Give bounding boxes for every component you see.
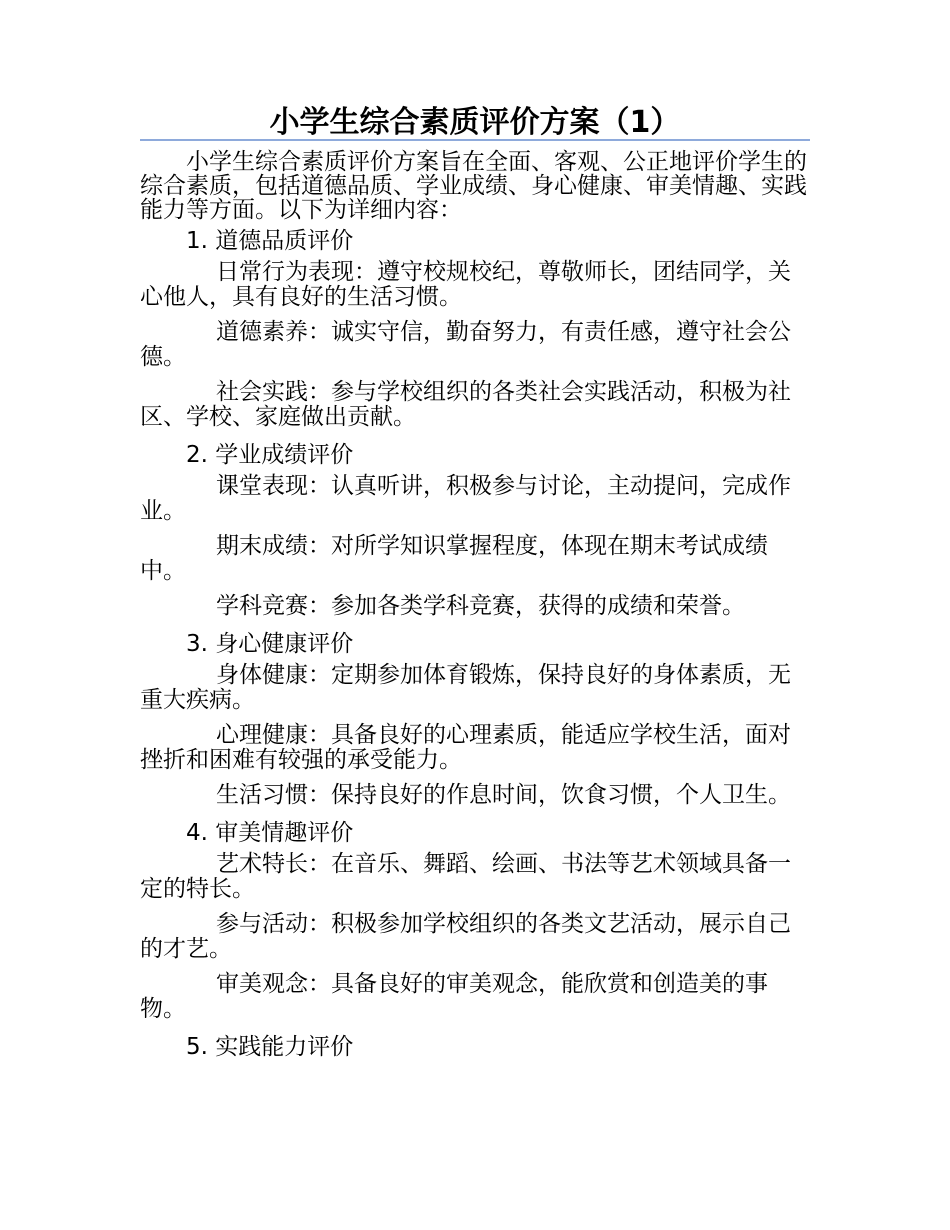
section-item: 生活习惯：保持良好的作息时间，饮食习惯，个人卫生。: [216, 782, 791, 808]
intro-paragraph: 小学生综合素质评价方案旨在全面、客观、公正地评价学生的综合素质，包括道德品质、学业成绩、身心健康、审美情趣、实践能力等方面。以下为详细内容：: [140, 149, 807, 223]
section-item: 心理健康：具备良好的心理素质，能适应学校生活，面对挫折和困难有较强的承受能力。: [140, 722, 791, 773]
section-item: 社会实践：参与学校组织的各类社会实践活动，积极为社区、学校、家庭做出贡献。: [140, 379, 791, 430]
section-item: 身体健康：定期参加体育锻炼，保持良好的身体素质，无重大疾病。: [140, 662, 791, 713]
section-item: 审美观念：具备良好的审美观念，能欣赏和创造美的事物。: [140, 971, 768, 1022]
document-title: 小学生综合素质评价方案（1）: [269, 105, 681, 140]
section-academic: [140, 440, 810, 619]
section-item: 期末成绩：对所学知识掌握程度，体现在期末考试成绩中。: [140, 533, 768, 584]
section-item: 参与活动：积极参加学校组织的各类文艺活动，展示自己的才艺。: [140, 911, 791, 962]
section-heading: 3. 身心健康评价: [186, 631, 354, 657]
section-heading: 1. 道德品质评价: [186, 228, 354, 254]
title-underline: [140, 139, 810, 141]
section-item: 道德素养：诚实守信，勤奋努力，有责任感，遵守社会公德。: [140, 319, 791, 370]
section-item: 课堂表现：认真听讲，积极参与讨论，主动提问，完成作业。: [140, 473, 791, 524]
section-aesthetic: [140, 818, 810, 1022]
section-practice: [140, 1032, 810, 1062]
section-moral: [140, 226, 810, 430]
section-item: 艺术特长：在音乐、舞蹈、绘画、书法等艺术领域具备一定的特长。: [140, 851, 791, 902]
section-item: 日常行为表现：遵守校规校纪，尊敬师长，团结同学，关心他人，具有良好的生活习惯。: [140, 259, 791, 310]
section-heading: 5. 实践能力评价: [186, 1034, 354, 1060]
document-body: [140, 150, 810, 1066]
section-health: [140, 629, 810, 808]
section-heading: 2. 学业成绩评价: [186, 442, 354, 468]
section-heading: 4. 审美情趣评价: [186, 820, 354, 846]
section-item: 学科竞赛：参加各类学科竞赛，获得的成绩和荣誉。: [216, 593, 745, 619]
